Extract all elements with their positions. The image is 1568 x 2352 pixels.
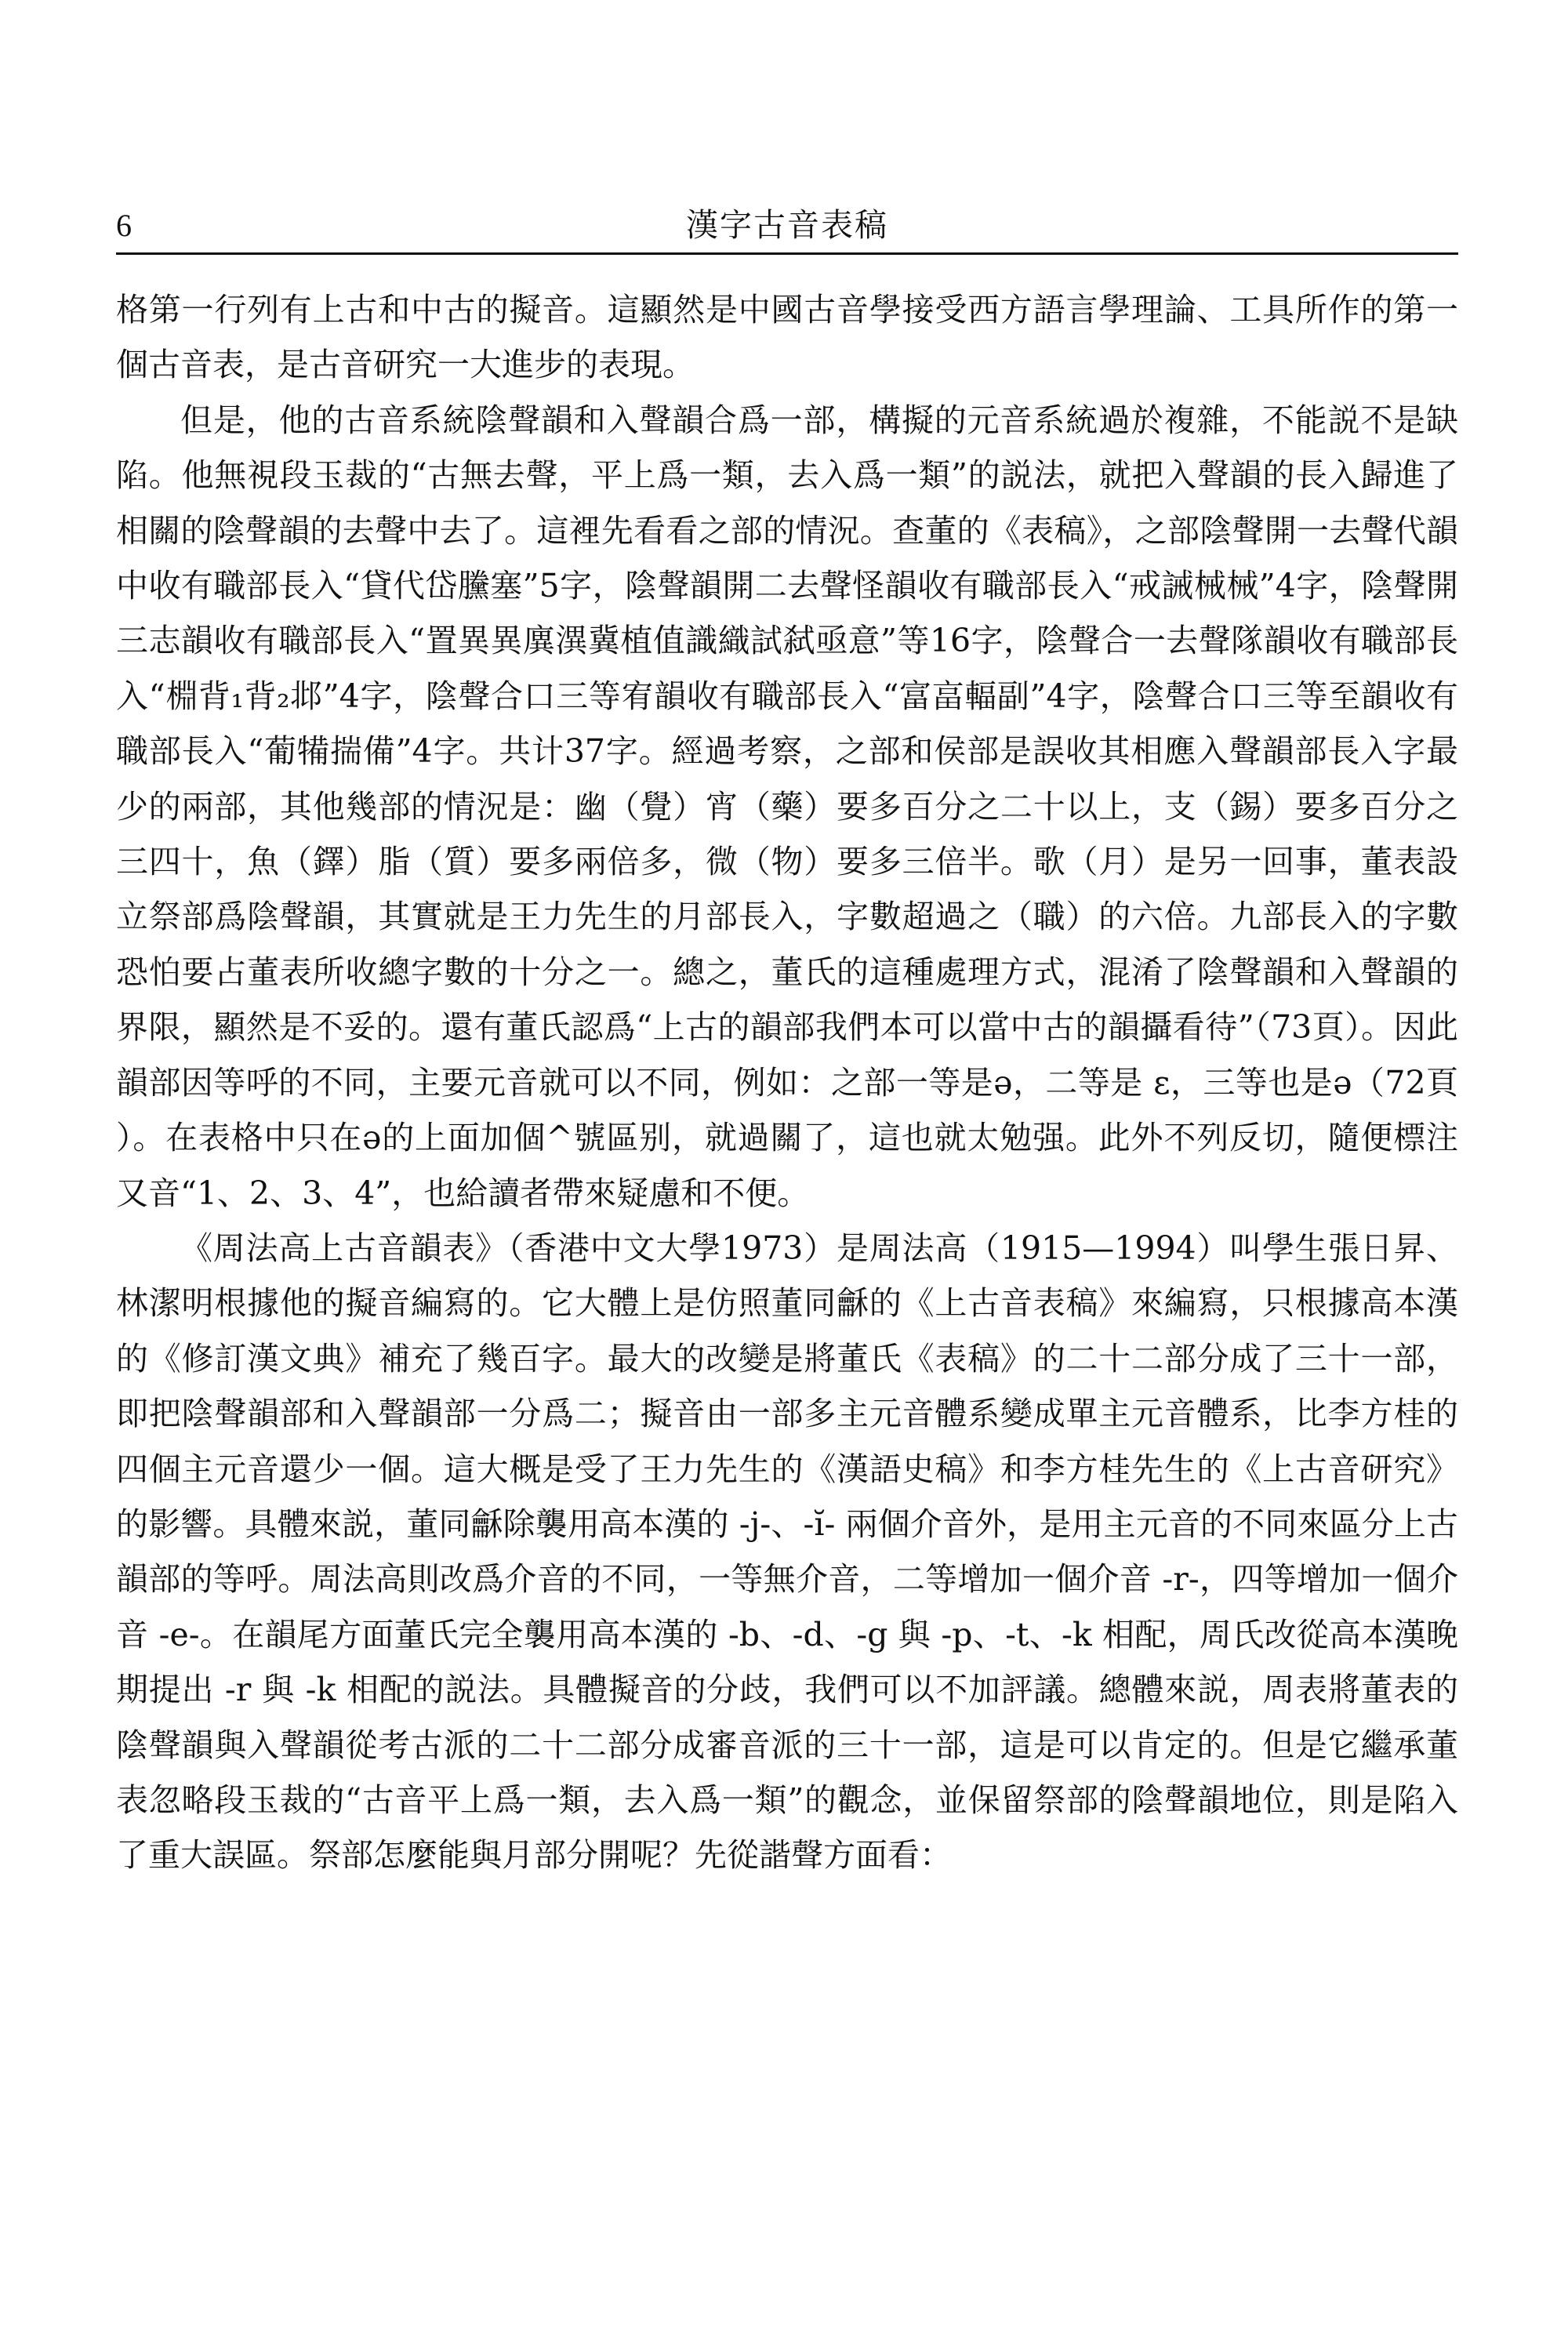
page-header xyxy=(116,205,1458,255)
paragraph: 但是，他的古音系統陰聲韻和入聲韻合爲一部，構擬的元音系統過於複雜，不能説不是缺陷。他無視段玉裁的“古無去聲，平上爲一類，去入爲一類”的説法，就把入聲韻的長入歸進了相關的陰聲韻的去聲中去了。這裡先看看之部的情況。查董的《表稿》，之部陰聲開一去聲代韻中收有職部長入“貸代岱黱塞”5字，陰聲韻開二去聲怪韻收有職部長入“戒誡械械”4字，陰聲開三志韻收有職部長入“置異異廙潩冀植值識織試弑亟意”等16字，陰聲合一去聲隊韻收有職部長入“棩背₁背₂邶”4字，陰聲合口三等宥韻收有職部長入“富畗輻副”4字，陰聲合口三等至韻收有職部長入“葡犕揣備”4字。共计37字。經過考察，之部和侯部是誤收其相應入聲韻部長入字最少的兩部，其他幾部的情況是：幽（覺）宵（藥）要多百分之二十以上，支（錫）要多百分之三四十，魚（鐸）脂（質）要多兩倍多，微（物）要多三倍半。歌（月）是另一回事，董表設立祭部爲陰聲韻，其實就是王力先生的月部長入，字數超過之（職）的六倍。九部長入的字數恐怕要占董表所收總字數的十分之一。總之，董氏的這種處理方式，混淆了陰聲韻和入聲韻的界限，顯然是不妥的。還有董氏認爲“上古的韻部我們本可以當中古的韻攝看待”（73頁）。因此韻部因等呼的不同，主要元音就可以不同，例如：之部一等是ə，二等是 ɛ，三等也是ə（72頁）。在表格中只在ə的上面加個^號區别，就過關了，這也就太勉强。此外不列反切，隨便標注又音“1、2、3、4”，也給讀者帶來疑慮和不便。 xyxy=(116,401,1458,1212)
paragraph: 《周法高上古音韻表》（香港中文大學1973）是周法高（1915—1994）叫學生張日昇、林潔明根據他的擬音編寫的。它大體上是仿照董同龢的《上古音表稿》來編寫，只根據高本漢的《修訂漢文典》補充了幾百字。最大的改變是將董氏《表稿》的二十二部分成了三十一部，即把陰聲韻部和入聲韻部一分爲二；擬音由一部多主元音體系變成單主元音體系，比李方桂的四個主元音還少一個。這大概是受了王力先生的《漢語史稿》和李方桂先生的《上古音研究》的影響。具體來説，董同龢除襲用高本漢的 -j-、-ĭ- 兩個介音外，是用主元音的不同來區分上古韻部的等呼。周法高則改爲介音的不同，一等無介音，二等增加一個介音 -r-，四等增加一個介音 -e-。在韻尾方面董氏完全襲用高本漢的 -b、-d、-g 與 -p、-t、-k 相配，周氏改從高本漢晚期提出 -r 與 -k 相配的説法。具體擬音的分歧，我們可以不加評議。總體來説，周表將董表的陰聲韻與入聲韻從考古派的二十二部分成審音派的三十一部，這是可以肯定的。但是它繼承董表忽略段玉裁的“古音平上爲一類，去入爲一類”的觀念，並保留祭部的陰聲韻地位，則是陷入了重大誤區。祭部怎麼能與月部分開呢？先從諧聲方面看： xyxy=(116,1229,1458,1875)
running-title: 漢字古音表稿 xyxy=(686,206,888,244)
body-text xyxy=(116,282,1458,1883)
paragraph: 格第一行列有上古和中古的擬音。這顯然是中國古音學接受西方語言學理論、工具所作的第一個古音表，是古音研究一大進步的表現。 xyxy=(116,291,1458,384)
page-number: 6 xyxy=(116,208,132,243)
